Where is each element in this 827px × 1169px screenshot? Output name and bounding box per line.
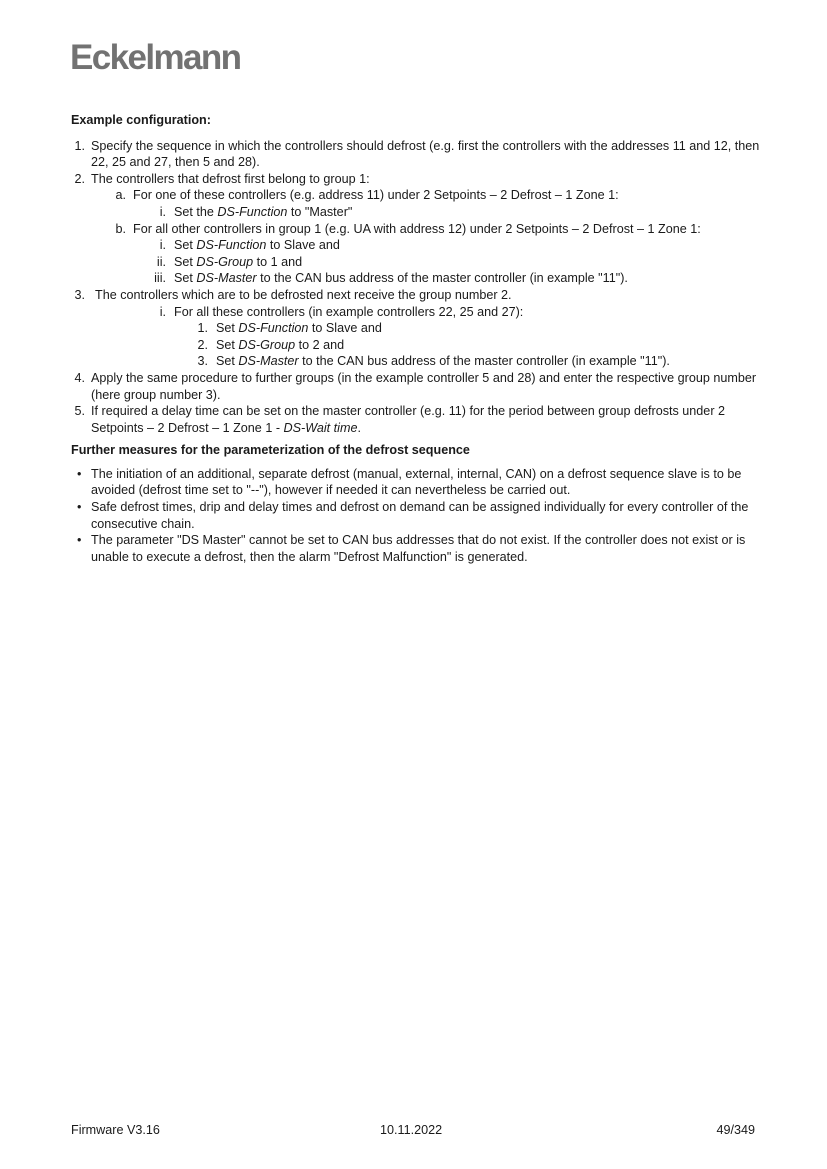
parameter-name: DS-Group bbox=[196, 254, 254, 269]
nested-list-item bbox=[71, 353, 761, 370]
document-body bbox=[71, 112, 761, 565]
text-part: Set bbox=[216, 321, 239, 336]
list-item-text: For one of these controllers (e.g. address 11) under 2 Setpoints – 2 Defrost – 1 Zone 1: bbox=[133, 188, 619, 203]
list-number: 3. bbox=[74, 287, 85, 302]
sub-list-item bbox=[71, 187, 761, 204]
parameter-name: DS-Master bbox=[196, 271, 257, 286]
list-roman: iii. bbox=[154, 271, 166, 286]
list-number: 2. bbox=[197, 337, 208, 352]
sub-sub-list-item bbox=[71, 270, 761, 287]
list-roman: i. bbox=[159, 238, 166, 253]
list-item bbox=[71, 403, 761, 436]
footer-firmware: Firmware V3.16 bbox=[71, 1123, 160, 1137]
parameter-name: DS-Function bbox=[217, 204, 288, 219]
text-part: to Slave and bbox=[266, 238, 340, 253]
list-roman: i. bbox=[159, 204, 166, 219]
bullet-item bbox=[71, 532, 761, 565]
text-part: . bbox=[357, 420, 361, 435]
list-number: 1. bbox=[197, 321, 208, 336]
parameter-name: DS-Group bbox=[238, 337, 296, 352]
bullet-item bbox=[71, 466, 761, 499]
list-item-text: For all these controllers (in example controllers 22, 25 and 27): bbox=[174, 304, 524, 319]
list-item bbox=[71, 287, 761, 304]
text-part: to the CAN bus address of the master controller (in example "11"). bbox=[298, 354, 670, 369]
bullet-glyph: • bbox=[77, 533, 82, 548]
text-part: to 2 and bbox=[295, 337, 345, 352]
list-number: 2. bbox=[74, 171, 85, 186]
list-number: 1. bbox=[74, 138, 85, 153]
list-item-text: Specify the sequence in which the controllers should defrost (e.g. first the controllers with the addresses 11 and 12, then 22, 25 and 27, then 5 and 28). bbox=[91, 138, 760, 170]
text-part: to 1 and bbox=[253, 254, 303, 269]
parameter-name: DS-Function bbox=[196, 238, 267, 253]
text-part: Set bbox=[174, 254, 197, 269]
section-heading: Further measures for the parameterization of the defrost sequence bbox=[71, 443, 470, 458]
list-item bbox=[71, 138, 761, 171]
bullet-glyph: • bbox=[77, 466, 82, 481]
list-number: 4. bbox=[74, 370, 85, 385]
sub-sub-list-item bbox=[71, 237, 761, 254]
list-letter: a. bbox=[115, 188, 126, 203]
sub-list-item bbox=[71, 221, 761, 238]
list-item bbox=[71, 171, 761, 188]
text-part: to Slave and bbox=[308, 321, 382, 336]
text-part: Set bbox=[174, 271, 197, 286]
text-part: Set bbox=[216, 337, 239, 352]
nested-list-item bbox=[71, 320, 761, 337]
company-logo: Eckelmann bbox=[70, 38, 241, 77]
text-part: Set bbox=[174, 238, 197, 253]
list-number: 5. bbox=[74, 404, 85, 419]
text-part: to "Master" bbox=[287, 204, 353, 219]
list-roman: ii. bbox=[156, 254, 166, 269]
parameter-name: DS-Function bbox=[238, 321, 309, 336]
bullet-text: The parameter "DS Master" cannot be set to CAN bus addresses that do not exist. If the controller does not exist or is unable to execute a defrost, then the alarm "Defrost Malfunction" is generated. bbox=[91, 533, 746, 564]
section-heading: Example configuration: bbox=[71, 113, 211, 127]
text-part: to the CAN bus address of the master controller (in example "11"). bbox=[256, 271, 628, 286]
text-part: Set bbox=[216, 354, 239, 369]
parameter-name: DS-Wait time bbox=[283, 420, 358, 435]
list-number: 3. bbox=[197, 354, 208, 369]
text-part: Set the bbox=[174, 204, 218, 219]
sub-sub-list-item bbox=[71, 254, 761, 271]
nested-list-item bbox=[71, 337, 761, 354]
text-part: If required a delay time can be set on the master controller (e.g. 11) for the period between group defrosts under 2 Setpoints – 2 Defrost – 1 Zone 1 - bbox=[91, 404, 726, 435]
footer-page-number: 49/349 bbox=[716, 1123, 755, 1137]
numbered-list bbox=[71, 138, 761, 437]
bullet-list bbox=[71, 466, 761, 566]
sub-sub-list-item bbox=[71, 304, 761, 321]
list-item-text: The controllers that defrost first belong to group 1: bbox=[91, 171, 370, 186]
parameter-name: DS-Master bbox=[238, 354, 299, 369]
list-item-text: Apply the same procedure to further groups (in the example controller 5 and 28) and enter the respective group number (here group number 3). bbox=[91, 370, 757, 402]
list-roman: i. bbox=[159, 304, 166, 319]
bullet-glyph: • bbox=[77, 500, 82, 515]
sub-sub-list-item bbox=[71, 204, 761, 221]
list-item-text: For all other controllers in group 1 (e.g. UA with address 12) under 2 Setpoints – 2 Defrost – 1 Zone 1: bbox=[133, 221, 701, 236]
list-item bbox=[71, 370, 761, 403]
bullet-text: Safe defrost times, drip and delay times and defrost on demand can be assigned individually for every controller of the consecutive chain. bbox=[91, 500, 749, 531]
footer-date: 10.11.2022 bbox=[380, 1123, 443, 1137]
bullet-text: The initiation of an additional, separate defrost (manual, external, internal, CAN) on a defrost sequence slave is to be avoided (defrost time set to "--"), however if needed it can nevertheless be carried out. bbox=[91, 466, 742, 498]
list-letter: b. bbox=[115, 221, 126, 236]
bullet-item bbox=[71, 499, 761, 532]
list-item-text: The controllers which are to be defrosted next receive the group number 2. bbox=[95, 287, 512, 302]
